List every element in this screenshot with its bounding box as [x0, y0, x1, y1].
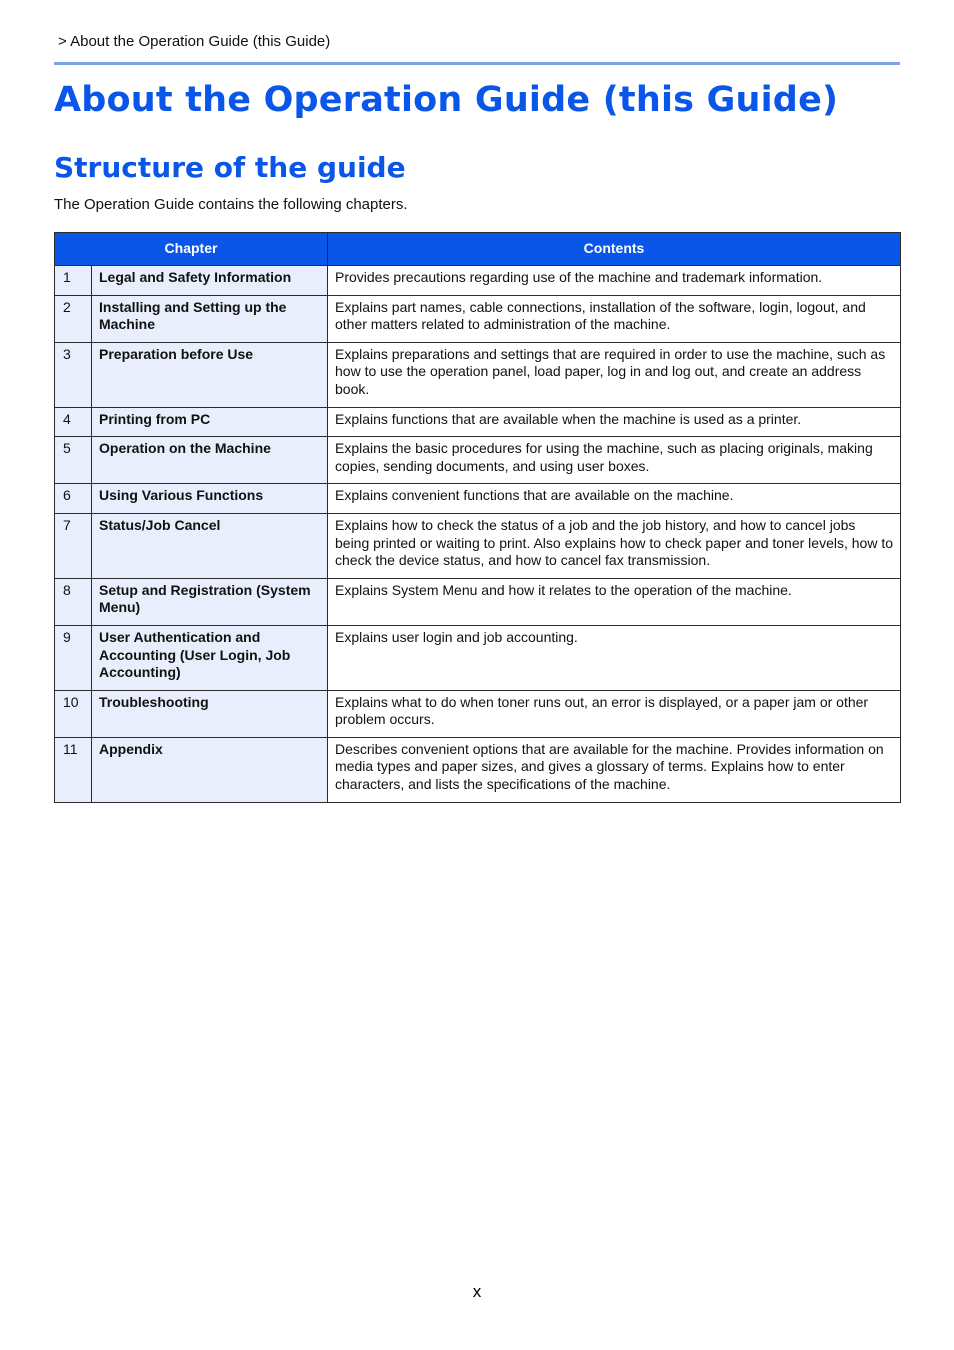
- chapter-contents: Explains how to check the status of a job and the job history, and how to cancel jobs being printed or waiting to print. Also explains how to check paper and toner levels, how to check the device status, and how to cancel fax transmission.: [328, 513, 901, 578]
- chapter-number: 11: [55, 737, 92, 802]
- chapters-table: [54, 232, 901, 803]
- chapter-number: 10: [55, 690, 92, 737]
- chapter-title[interactable]: Troubleshooting: [92, 690, 328, 737]
- chapter-contents: Explains part names, cable connections, installation of the software, login, logout, and other matters related to administration of the machine.: [328, 295, 901, 342]
- chapter-column-header: Chapter: [55, 233, 328, 266]
- chapter-number: 2: [55, 295, 92, 342]
- table-row: [55, 295, 901, 342]
- chapter-title[interactable]: Installing and Setting up the Machine: [92, 295, 328, 342]
- table-header-row: [55, 233, 901, 266]
- header-rule: [54, 62, 900, 65]
- table-row: [55, 484, 901, 514]
- chapter-contents: Explains what to do when toner runs out, an error is displayed, or a paper jam or other problem occurs.: [328, 690, 901, 737]
- table-row: [55, 513, 901, 578]
- chapter-title[interactable]: Legal and Safety Information: [92, 266, 328, 296]
- chapter-number: 9: [55, 625, 92, 690]
- table-row: [55, 578, 901, 625]
- intro-text: The Operation Guide contains the following chapters.: [54, 196, 408, 213]
- chapter-contents: Explains user login and job accounting.: [328, 625, 901, 690]
- page-title: About the Operation Guide (this Guide): [54, 80, 839, 120]
- chapter-title[interactable]: Preparation before Use: [92, 342, 328, 407]
- breadcrumb[interactable]: > About the Operation Guide (this Guide): [58, 33, 331, 50]
- page-number: x: [472, 1282, 482, 1301]
- table-row: [55, 437, 901, 484]
- table-row: [55, 266, 901, 296]
- chapter-title[interactable]: Operation on the Machine: [92, 437, 328, 484]
- chapter-number: 4: [55, 407, 92, 437]
- table-row: [55, 737, 901, 802]
- chapter-contents: Explains System Menu and how it relates to the operation of the machine.: [328, 578, 901, 625]
- chapter-contents: Describes convenient options that are available for the machine. Provides information on media types and paper sizes, and gives a glossary of terms. Explains how to enter characters, and lists the specifications of the machine.: [328, 737, 901, 802]
- chapter-number: 6: [55, 484, 92, 514]
- chapter-contents: Explains preparations and settings that are required in order to use the machine, such as how to use the operation panel, load paper, log in and log out, and create an address book.: [328, 342, 901, 407]
- table-row: [55, 342, 901, 407]
- table-row: [55, 625, 901, 690]
- chapter-contents: Provides precautions regarding use of the machine and trademark information.: [328, 266, 901, 296]
- chapter-number: 3: [55, 342, 92, 407]
- chapter-number: 8: [55, 578, 92, 625]
- table-row: [55, 407, 901, 437]
- chapter-contents: Explains convenient functions that are available on the machine.: [328, 484, 901, 514]
- chapter-title[interactable]: Status/Job Cancel: [92, 513, 328, 578]
- chapter-title[interactable]: Setup and Registration (System Menu): [92, 578, 328, 625]
- chapter-number: 1: [55, 266, 92, 296]
- chapter-title[interactable]: Appendix: [92, 737, 328, 802]
- chapter-number: 5: [55, 437, 92, 484]
- chapter-contents: Explains the basic procedures for using the machine, such as placing originals, making copies, sending documents, and using user boxes.: [328, 437, 901, 484]
- chapter-title[interactable]: User Authentication and Accounting (User Login, Job Accounting): [92, 625, 328, 690]
- section-title: Structure of the guide: [54, 151, 406, 184]
- chapter-contents: Explains functions that are available when the machine is used as a printer.: [328, 407, 901, 437]
- table-row: [55, 690, 901, 737]
- chapter-title[interactable]: Using Various Functions: [92, 484, 328, 514]
- chapter-number: 7: [55, 513, 92, 578]
- contents-column-header: Contents: [328, 233, 901, 266]
- chapter-title[interactable]: Printing from PC: [92, 407, 328, 437]
